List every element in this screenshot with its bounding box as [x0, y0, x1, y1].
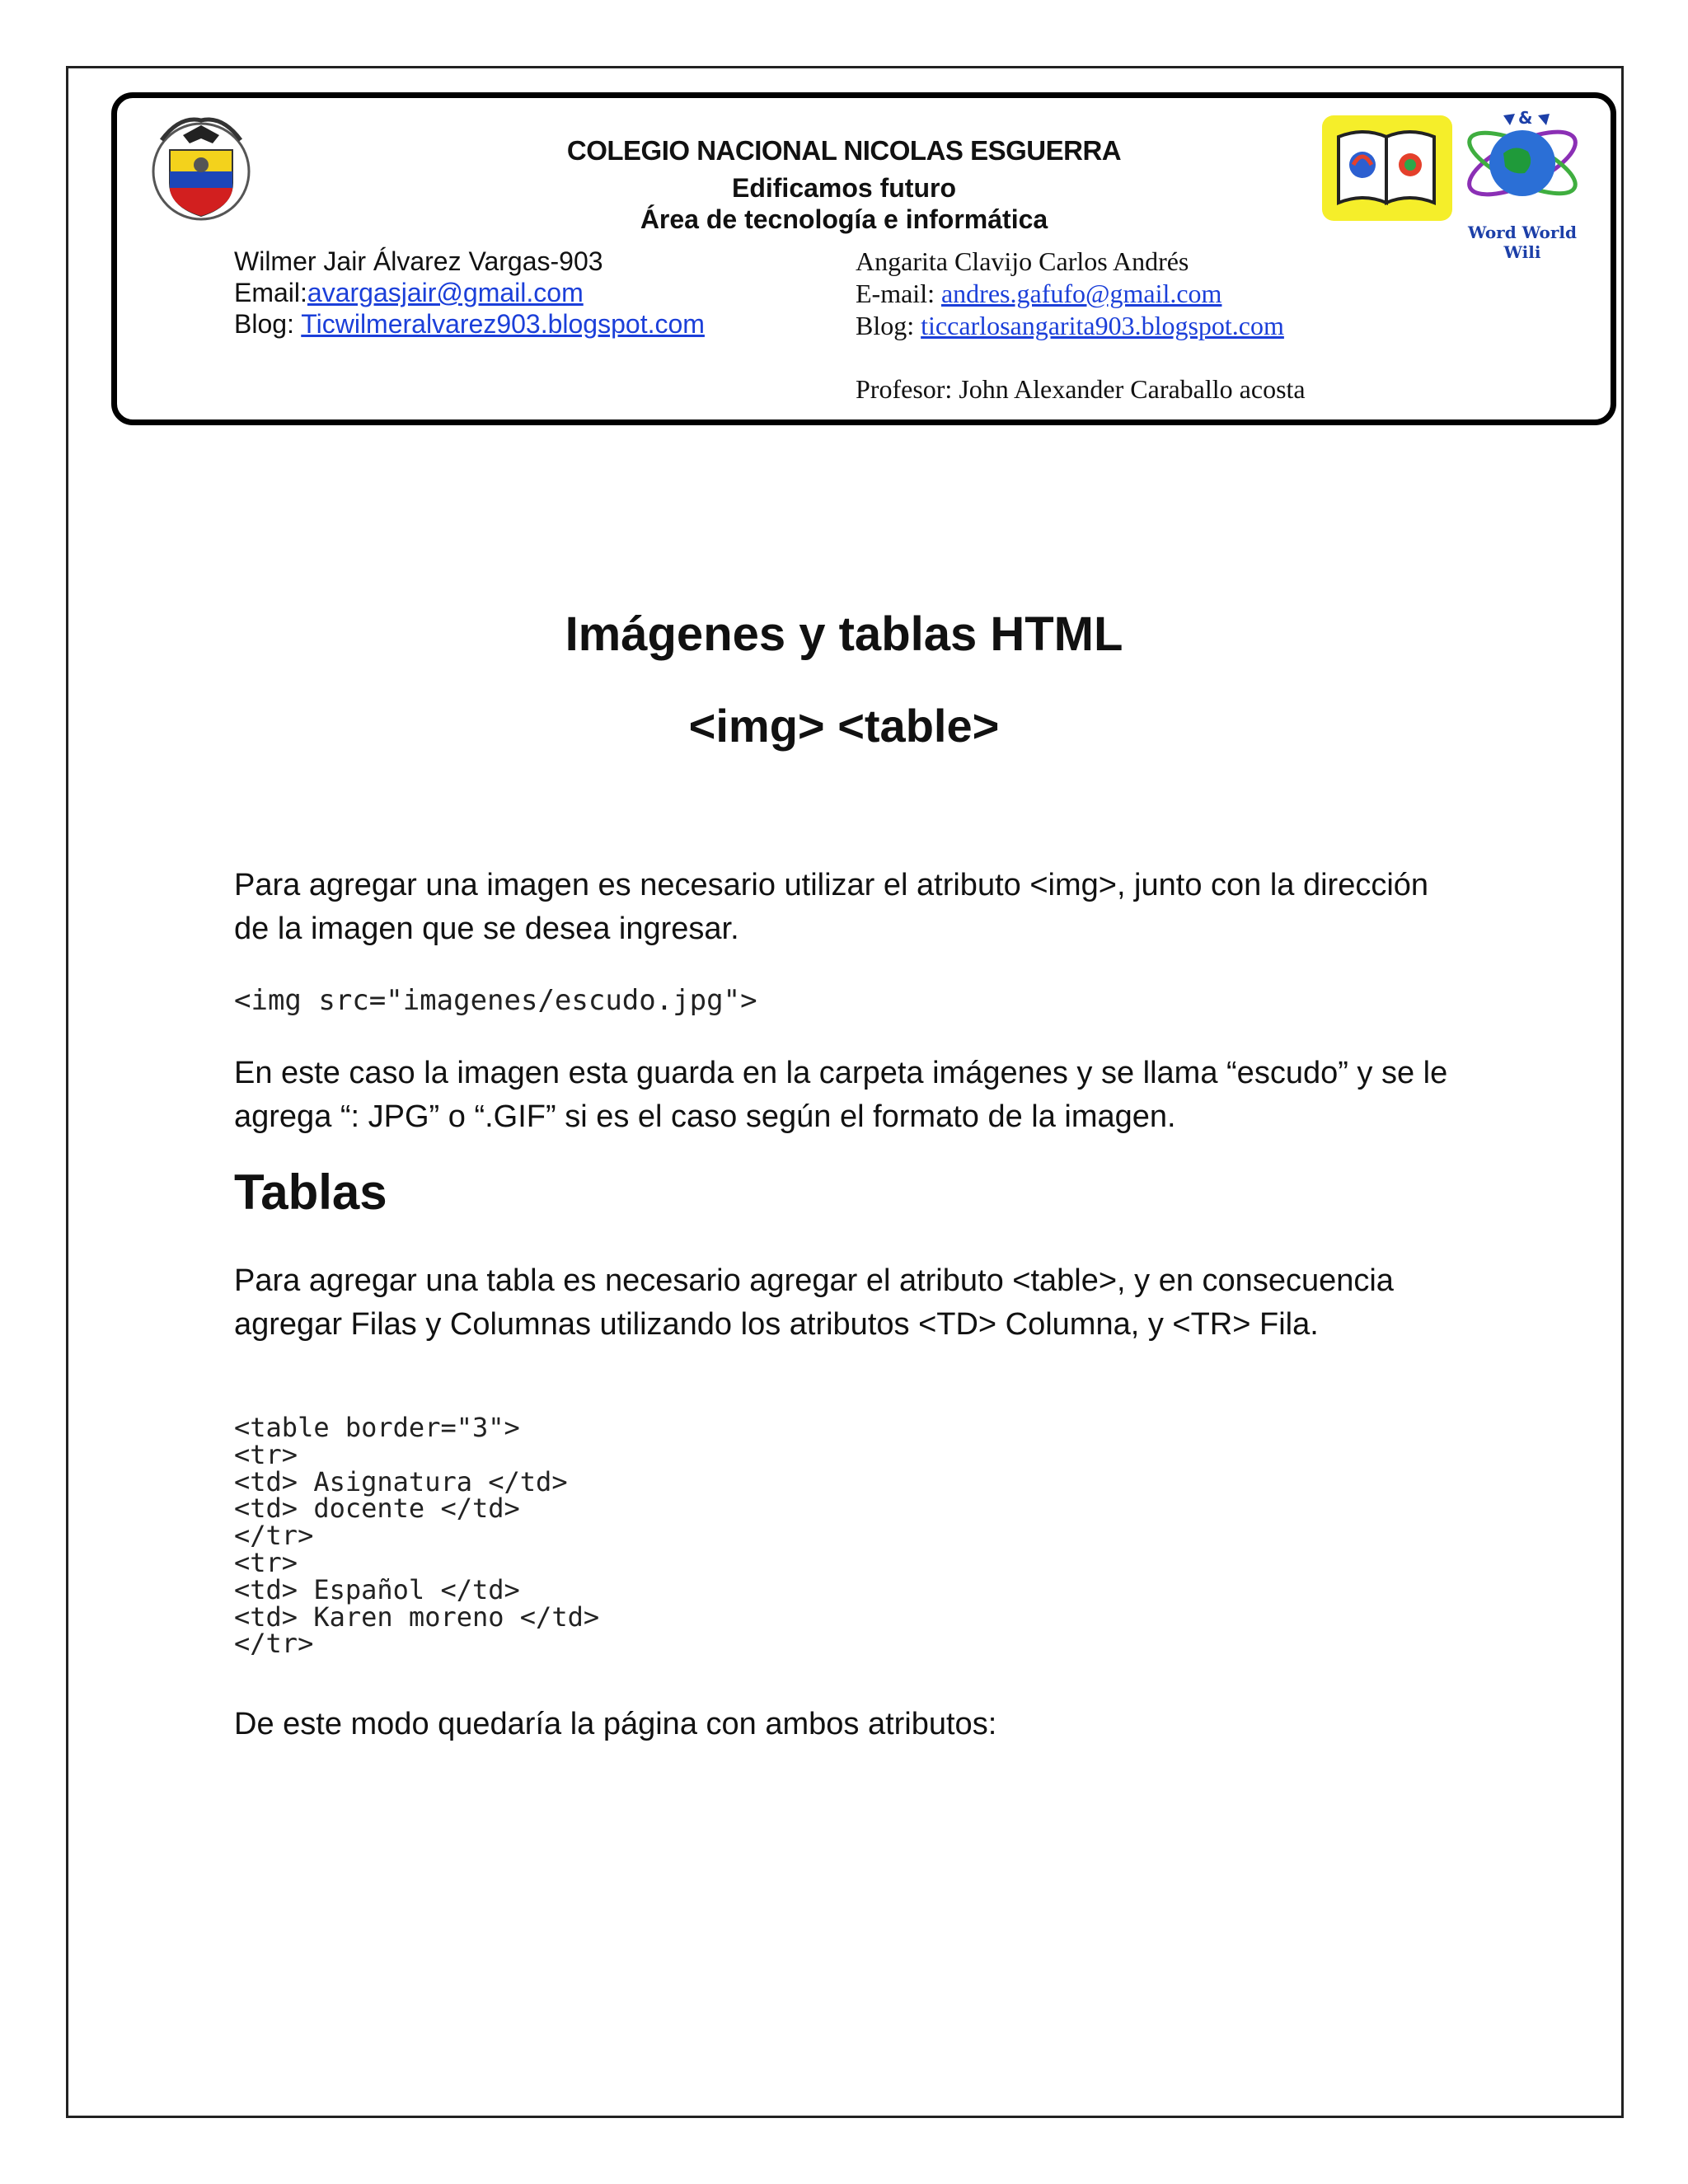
- code-line: <tr>: [234, 1546, 298, 1578]
- blog-label: Blog:: [856, 311, 921, 340]
- code-line: <td> Karen moreno </td>: [234, 1601, 600, 1633]
- paragraph-table-intro: Para agregar una tabla es necesario agregar el atributo <table>, y en consecuencia agregar Filas y Columnas utilizando los atributos <TD> Columna, y <TR> Fila.: [234, 1263, 1394, 1342]
- section-heading-tablas: Tablas: [234, 1165, 387, 1220]
- paragraph-img-intro: Para agregar una imagen es necesario utilizar el atributo <img>, junto con la dirección de la imagen que se desea ingresar.: [234, 868, 1429, 946]
- right-author-email-link[interactable]: andres.gafufo@gmail.com: [940, 279, 1222, 308]
- code-line: </tr>: [234, 1628, 314, 1660]
- code-line: </tr>: [234, 1520, 314, 1552]
- left-author-block: [234, 246, 705, 340]
- right-author-blog-row: [856, 310, 1306, 342]
- school-motto: Edificamos futuro: [731, 173, 956, 203]
- globe-logo-caption: Word World Wili: [1468, 223, 1577, 262]
- code-line: <td> Español </td>: [234, 1573, 520, 1605]
- page-title: Imágenes y tablas HTML: [565, 607, 1123, 661]
- code-line: <td> docente </td>: [234, 1493, 520, 1525]
- left-author-email-row: [234, 277, 705, 308]
- area-subtitle: Área de tecnología e informática: [640, 204, 1048, 234]
- email-label: E-mail:: [856, 279, 941, 308]
- code-table-example: [234, 1412, 600, 1660]
- code-img-example: <img src="imagenes/escudo.jpg">: [234, 984, 757, 1017]
- code-line: <tr>: [234, 1438, 298, 1470]
- page-subtitle: <img> <table>: [688, 700, 1000, 752]
- professor-name: Profesor: John Alexander Caraballo acosta: [856, 374, 1306, 404]
- left-author-name: Wilmer Jair Álvarez Vargas-903: [234, 246, 603, 276]
- code-line: <table border="3">: [234, 1412, 520, 1443]
- left-author-blog-row: [234, 308, 705, 340]
- right-author-name: Angarita Clavijo Carlos Andrés: [856, 246, 1189, 276]
- left-author-blog-link[interactable]: Ticwilmeralvarez903.blogspot.com: [301, 309, 705, 339]
- email-label: Email:: [234, 278, 307, 307]
- left-author-email-link[interactable]: avargasjair@gmail.com: [307, 278, 584, 307]
- right-author-block: [856, 246, 1306, 405]
- paragraph-conclusion: De este modo quedaría la página con ambos atributos:: [234, 1707, 997, 1741]
- blog-label: Blog:: [234, 309, 302, 339]
- right-author-email-row: [856, 278, 1306, 310]
- svg-text:&: &: [1518, 108, 1533, 128]
- school-name: COLEGIO NACIONAL NICOLAS ESGUERRA: [566, 135, 1122, 166]
- code-line: <td> Asignatura </td>: [234, 1465, 568, 1497]
- right-author-blog-link[interactable]: ticcarlosangarita903.blogspot.com: [921, 311, 1284, 340]
- paragraph-img-explanation: En este caso la imagen esta guarda en la carpeta imágenes y se llama “escudo” y se le agrega “: JPG” o “.GIF” si es el caso según el formato de la imagen.: [234, 1056, 1448, 1134]
